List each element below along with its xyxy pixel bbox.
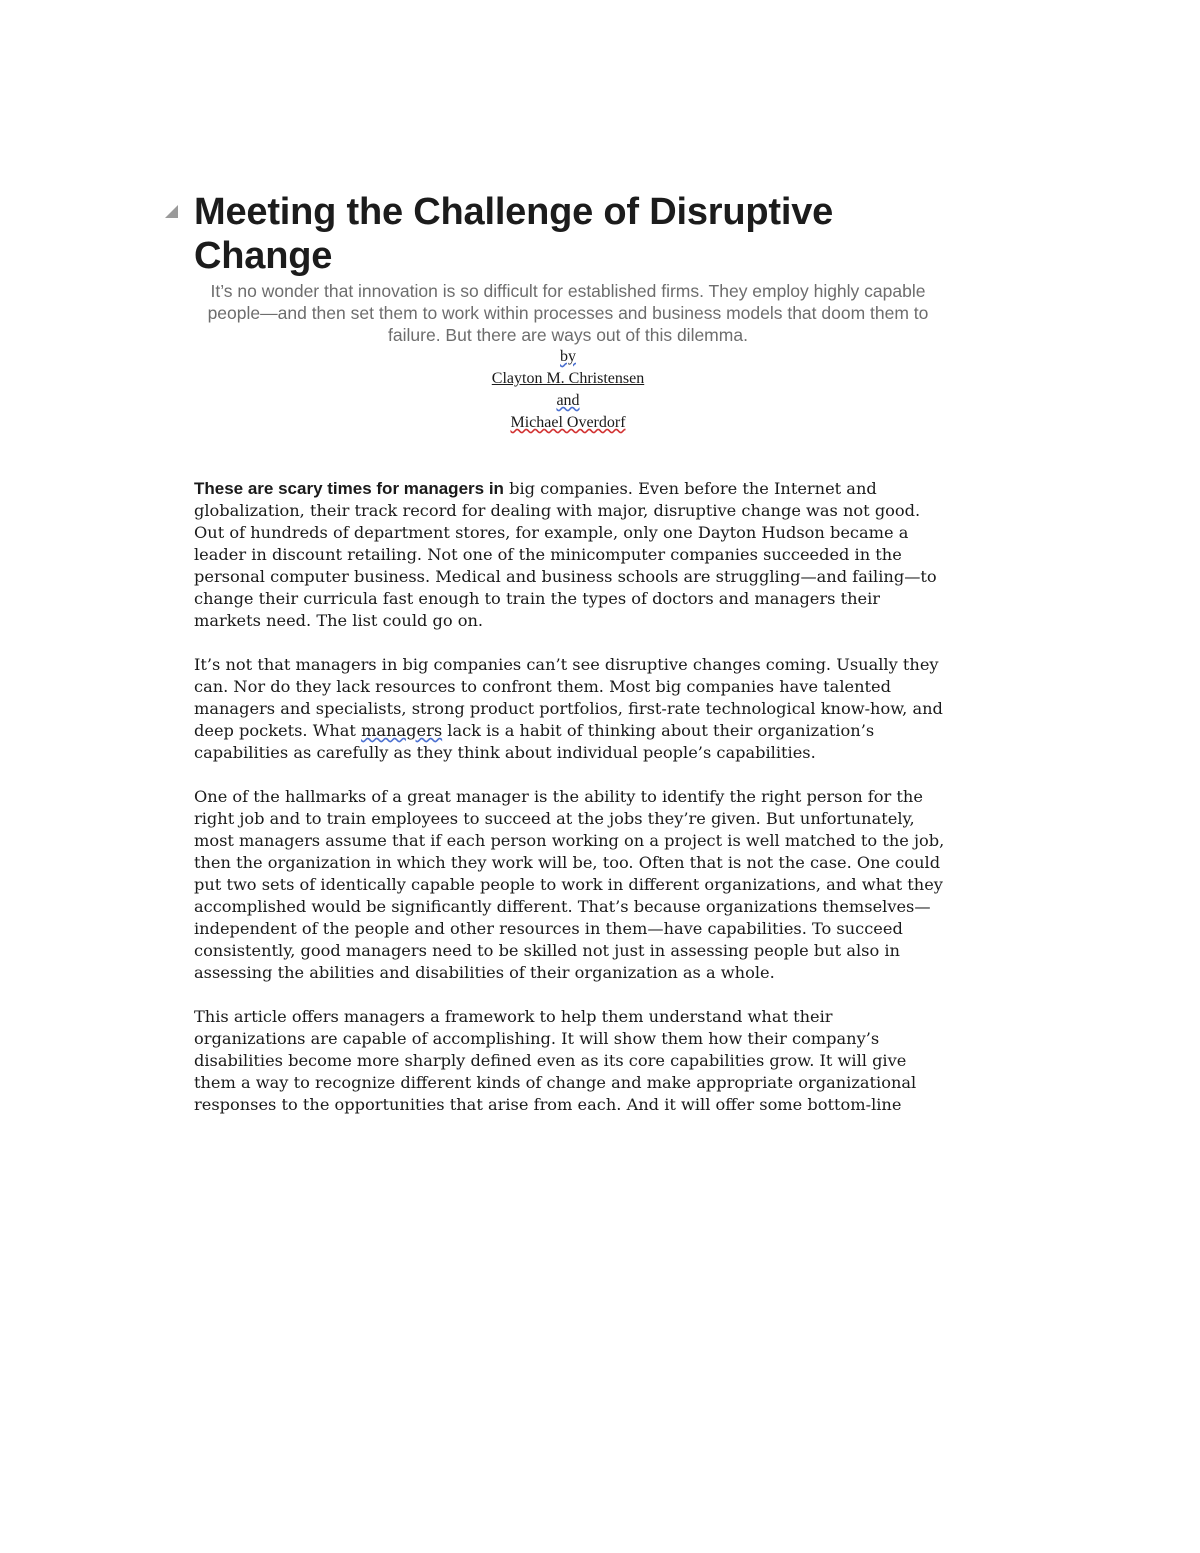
byline bbox=[368, 346, 768, 434]
paragraph-1-lead-in: These are scary times for managers in bbox=[194, 479, 504, 498]
paragraph-2-flagged-word: managers bbox=[361, 721, 443, 740]
article-title: Meeting the Challenge of Disruptive Change bbox=[194, 191, 834, 277]
article-body bbox=[194, 478, 946, 1138]
byline-author-2: Michael Overdorf bbox=[510, 414, 626, 431]
paragraph-3: One of the hallmarks of a great manager is the ability to identify the right person for the right job and to train employees to succeed at the jobs they’re given. But unfortunately, most managers assume that if each person working on a project is well matched to the job, then the organization in which they work will be, too. Often that is not the case. One could put two sets of identically capable people to work in different organizations, and what they accomplished would be significantly different. That’s because organizations themselves—independent of the people and other resources in them—have capabilities. To succeed consistently, good managers need to be skilled not just in assessing people but also in assessing the abilities and disabilities of their organization as a whole. bbox=[194, 787, 945, 982]
article-subtitle: It’s no wonder that innovation is so difficult for established firms. They employ highly capable people—and then set them to work within processes and business models that doom them to failure. But there are ways out of this dilemma. bbox=[207, 281, 929, 345]
byline-and: and bbox=[556, 392, 580, 409]
paragraph-2 bbox=[194, 654, 946, 764]
byline-by: by bbox=[560, 348, 576, 365]
paragraph-1 bbox=[194, 478, 946, 632]
paragraph-2-text-end: lack is a habit of thinking about their organization’s capabilities as carefully as they think about individual people’s capabilities. bbox=[194, 721, 875, 762]
paragraph-1-text: big companies. Even before the Internet and globalization, their track record for dealing with major, disruptive change was not good. Out of hundreds of department stores, for example, only one Dayton Hudson became a leader in discount retailing. Not one of the minicomputer companies succeeded in the personal computer business. Medical and business schools are struggling—and failing—to change their curricula fast enough to train the types of doctors and managers their markets need. The list could go on. bbox=[194, 479, 937, 630]
paragraph-4: This article offers managers a framework to help them understand what their organizations are capable of accomplishing. It will show them how their company’s disabilities become more sharply defined even as its core capabilities grow. It will give them a way to recognize different kinds of change and make appropriate organizational responses to the opportunities that arise from each. And it will offer some bottom-line bbox=[194, 1007, 917, 1114]
collapse-triangle-icon[interactable] bbox=[165, 205, 178, 218]
paragraph-2-text-start: It’s not that managers in big companies can’t see disruptive changes coming. Usually they can. Nor do they lack resources to confront them. Most big companies have talented managers and specialists, strong product portfolios, first-rate technological know-how, and deep pockets. What bbox=[194, 655, 943, 740]
byline-author-1: Clayton M. Christensen bbox=[491, 370, 645, 387]
